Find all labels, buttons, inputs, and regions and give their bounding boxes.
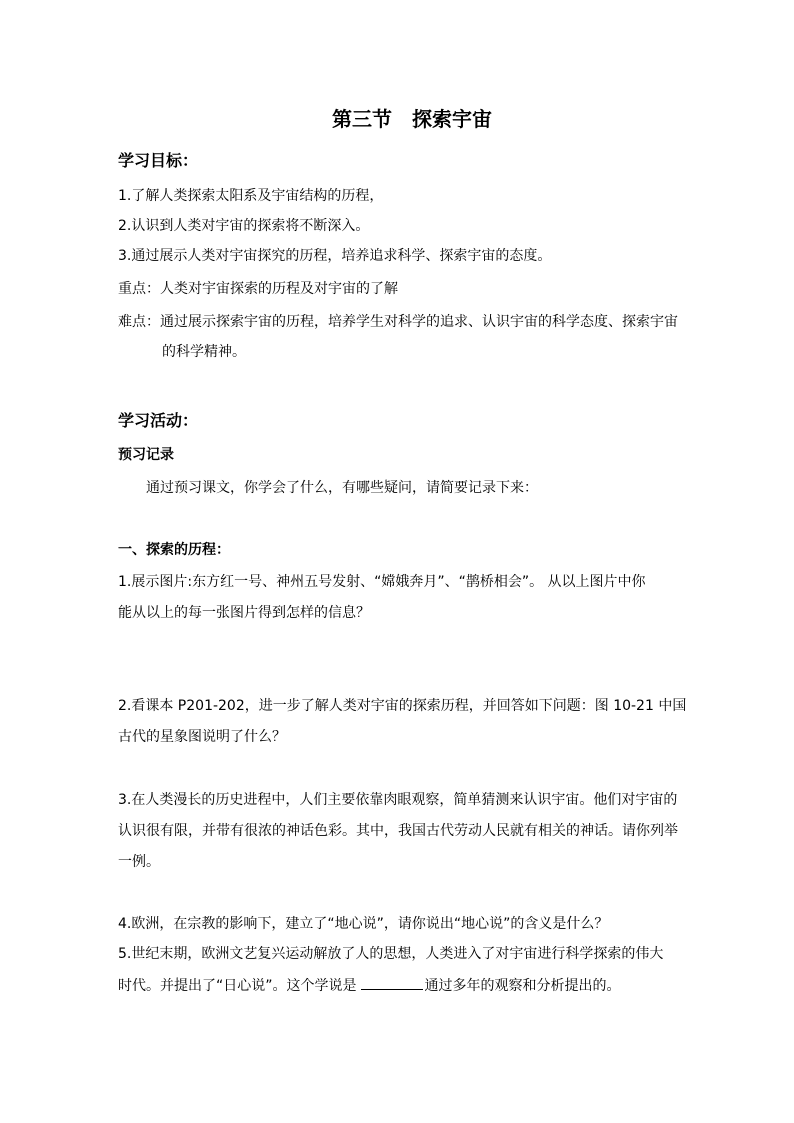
section-heading: 一、探索的历程： bbox=[118, 542, 230, 558]
question-text: 时代。并提出了“日心说”。这个学说是 bbox=[118, 978, 357, 994]
question-line: 认识很有限，并带有很浓的神话色彩。其中，我国古代劳动人民就有相关的神话。请你列举 bbox=[118, 823, 678, 839]
preview-text: 通过预习课文，你学会了什么，有哪些疑问，请简要记录下来： bbox=[146, 480, 538, 496]
key-point: 重点：人类对宇宙探索的历程及对宇宙的了解 bbox=[118, 281, 398, 297]
question-text: 通过多年的观察和分析提出的。 bbox=[424, 978, 621, 994]
difficulty-line: 难点：通过展示探索宇宙的历程，培养学生对科学的追求、认识宇宙的科学态度、探索宇宙 bbox=[118, 314, 678, 330]
answer-blank[interactable] bbox=[361, 975, 423, 990]
question-line: 2.看课本 P201-202，进一步了解人类对宇宙的探索历程，并回答如下问题：图 10-21 中国 bbox=[118, 698, 687, 714]
question-line: 3.在人类漫长的历史进程中，人们主要依靠肉眼观察，简单猜测来认识宇宙。他们对宇宙的 bbox=[118, 792, 678, 808]
question-line: 1.展示图片:东方红一号、神州五号发射、“嫦娥奔月”、“鹊桥相会”。 从以上图片中你 bbox=[118, 574, 646, 590]
preview-heading: 预习记录 bbox=[118, 447, 174, 463]
activities-heading: 学习活动： bbox=[118, 411, 199, 430]
question-line: 5.世纪末期，欧洲文艺复兴运动解放了人的思想，人类进入了对宇宙进行科学探索的伟大 bbox=[118, 946, 664, 962]
objective-item: 2.认识到人类对宇宙的探索将不断深入。 bbox=[118, 218, 370, 234]
objectives-heading: 学习目标： bbox=[118, 151, 199, 170]
question-line: 一例。 bbox=[118, 854, 160, 870]
question-line: 4.欧洲，在宗教的影响下，建立了“地心说”，请你说出“地心说”的含义是什么？ bbox=[118, 916, 609, 932]
question-line bbox=[118, 975, 621, 996]
objective-item: 3.通过展示人类对宇宙探究的历程，培养追求科学、探索宇宙的态度。 bbox=[118, 248, 552, 264]
question-line: 能从以上的每一张图片得到怎样的信息？ bbox=[118, 605, 370, 621]
objective-item: 1.了解人类探索太阳系及宇宙结构的历程， bbox=[118, 188, 384, 204]
question-line: 古代的星象图说明了什么？ bbox=[118, 729, 286, 745]
difficulty-line: 的科学精神。 bbox=[162, 344, 246, 360]
page-title: 第三节 探索宇宙 bbox=[332, 107, 492, 131]
